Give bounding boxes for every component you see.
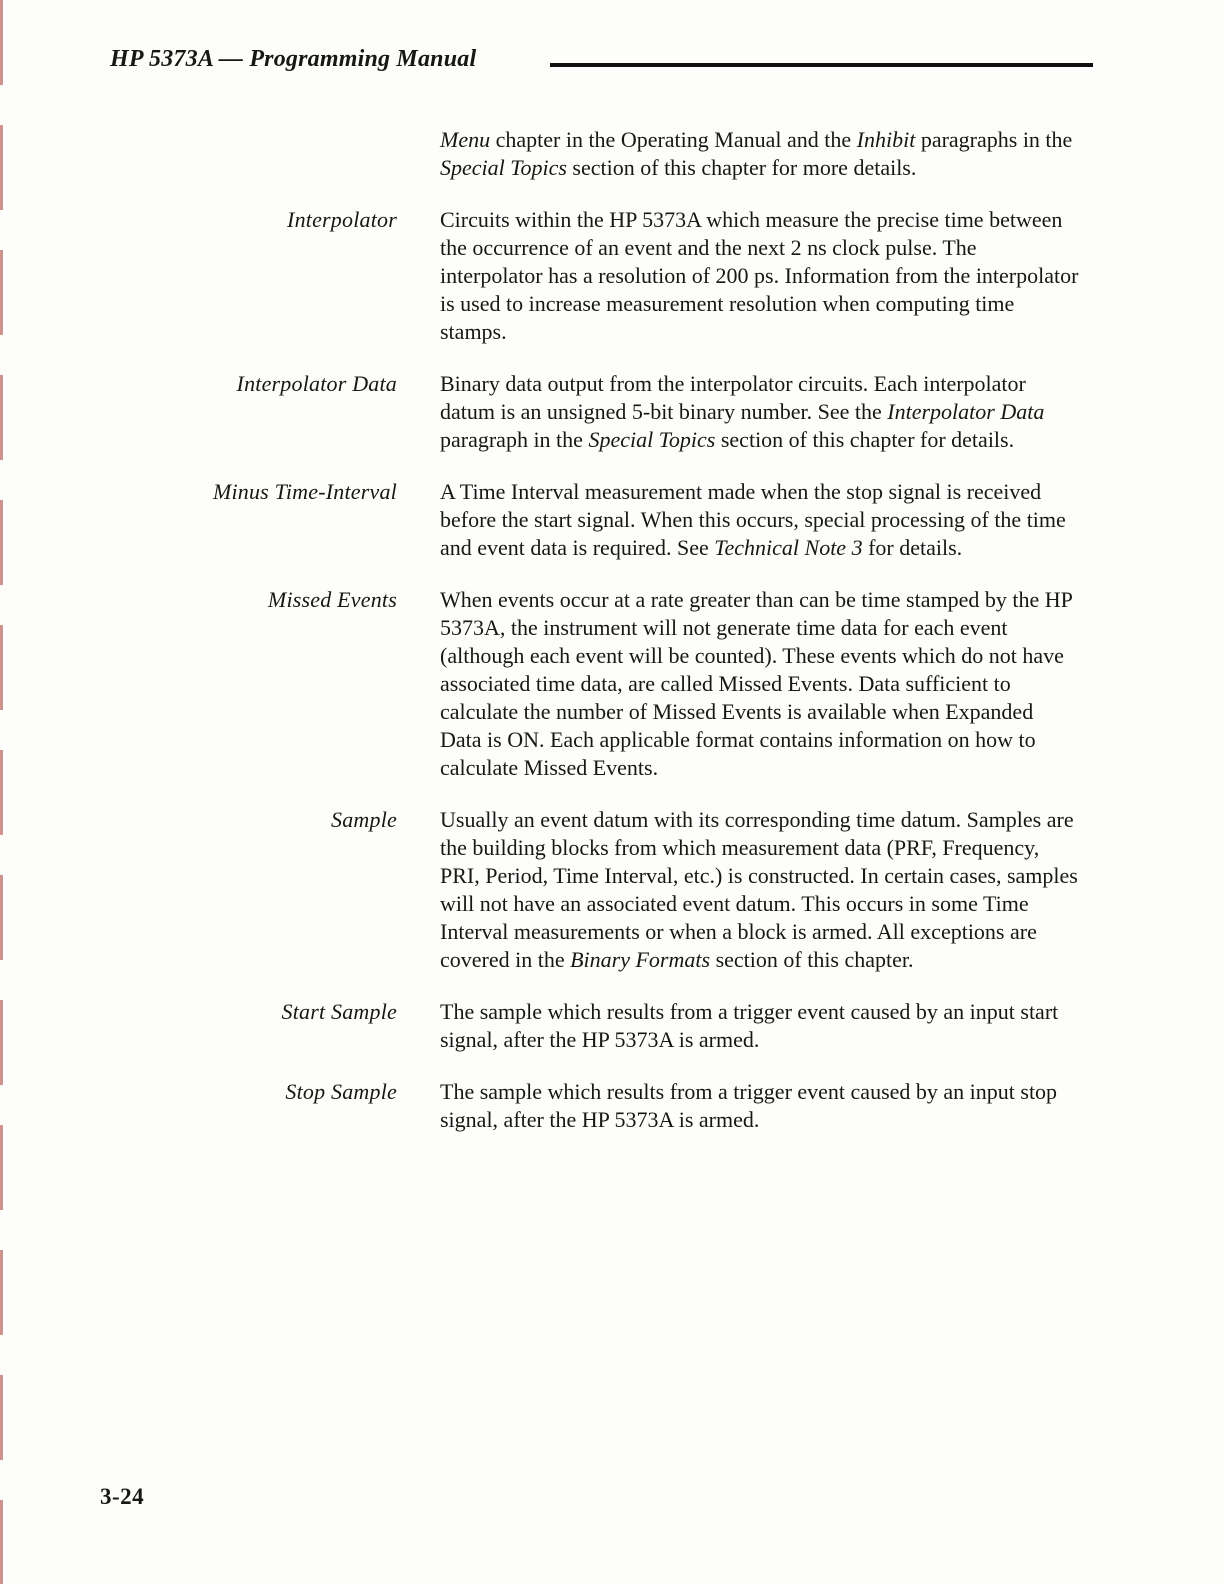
- glossary: [110, 126, 1100, 1158]
- definition-text: A Time Interval measurement made when the stop signal is received before the start signal. When this occurs, special processing of the time and event data is required. See: [440, 479, 1066, 560]
- glossary-term: Minus Time-Interval: [212, 479, 397, 504]
- scan-edge-artifact: [0, 0, 3, 1584]
- glossary-term: [110, 126, 397, 182]
- definition-italic-text: Special Topics: [440, 155, 567, 180]
- glossary-term: Stop Sample: [285, 1079, 397, 1104]
- glossary-entry: [110, 998, 1100, 1054]
- page-header-title: HP 5373A — Programming Manual: [110, 46, 477, 72]
- glossary-definition: [440, 586, 1080, 782]
- glossary-definition: [440, 998, 1080, 1054]
- glossary-definition: [440, 1078, 1080, 1134]
- glossary-definition: [440, 126, 1080, 182]
- glossary-entry: [110, 478, 1100, 562]
- glossary-entry: [110, 370, 1100, 454]
- definition-text: paragraph in the: [440, 427, 589, 452]
- definition-italic-text: Technical Note 3: [714, 535, 863, 560]
- glossary-definition: [440, 370, 1080, 454]
- definition-text: Usually an event datum with its corresponding time datum. Samples are the building blocks from which measurement data (PRF, Frequency, PRI, Period, Time Interval, etc.) is constructed. In certain cases, samples will not have an associated event datum. This occurs in some Time Interval measurements or when a block is armed. All exceptions are covered in the: [440, 807, 1078, 972]
- definition-italic-text: Menu: [440, 127, 491, 152]
- glossary-entry: [110, 586, 1100, 782]
- glossary-definition: [440, 206, 1080, 346]
- definition-italic-text: Binary Formats: [570, 947, 711, 972]
- glossary-definition: [440, 478, 1080, 562]
- definition-italic-text: Special Topics: [588, 427, 716, 452]
- definition-text: section of this chapter for details.: [715, 427, 1015, 452]
- glossary-term: Interpolator: [287, 207, 397, 232]
- glossary-entry: [110, 206, 1100, 346]
- header-rule: [550, 63, 1093, 67]
- definition-italic-text: Interpolator Data: [887, 399, 1045, 424]
- definition-text: chapter in the Operating Manual and the: [490, 127, 857, 152]
- footer-page-number: 3-24: [100, 1484, 145, 1509]
- definition-text: Circuits within the HP 5373A which measure the precise time between the occurrence of an event and the next 2 ns clock pulse. The interpolator has a resolution of 200 ps. Information from the interpolator is used to increase measurement resolution when computing time stamps.: [440, 207, 1079, 344]
- glossary-term: Interpolator Data: [236, 371, 397, 396]
- definition-text: for details.: [862, 535, 963, 560]
- definition-text: When events occur at a rate greater than can be time stamped by the HP 5373A, the instrument will not generate time data for each event (although each event will be counted). These events which do not have associated time data, are called Missed Events. Data sufficient to calculate the number of Missed Events is available when Expanded Data is ON. Each applicable format contains information on how to calculate Missed Events.: [440, 587, 1073, 780]
- glossary-entry: [110, 806, 1100, 974]
- glossary-term: Sample: [331, 807, 397, 832]
- definition-text: section of this chapter.: [710, 947, 914, 972]
- definition-text: paragraphs in the: [915, 127, 1073, 152]
- page-header: [110, 46, 1110, 80]
- definition-text: Binary data output from the interpolator circuits. Each interpolator datum is an unsigned 5-bit binary number. See the: [440, 371, 1026, 424]
- glossary-entry: [110, 1078, 1100, 1134]
- definition-text: The sample which results from a trigger event caused by an input start signal, after the HP 5373A is armed.: [440, 999, 1059, 1052]
- glossary-definition: [440, 806, 1080, 974]
- definition-text: The sample which results from a trigger event caused by an input stop signal, after the HP 5373A is armed.: [440, 1079, 1058, 1132]
- glossary-term: Start Sample: [281, 999, 397, 1024]
- definition-text: section of this chapter for more details.: [566, 155, 917, 180]
- glossary-term: Missed Events: [267, 587, 397, 612]
- definition-italic-text: Inhibit: [856, 127, 916, 152]
- glossary-entry: [110, 126, 1100, 182]
